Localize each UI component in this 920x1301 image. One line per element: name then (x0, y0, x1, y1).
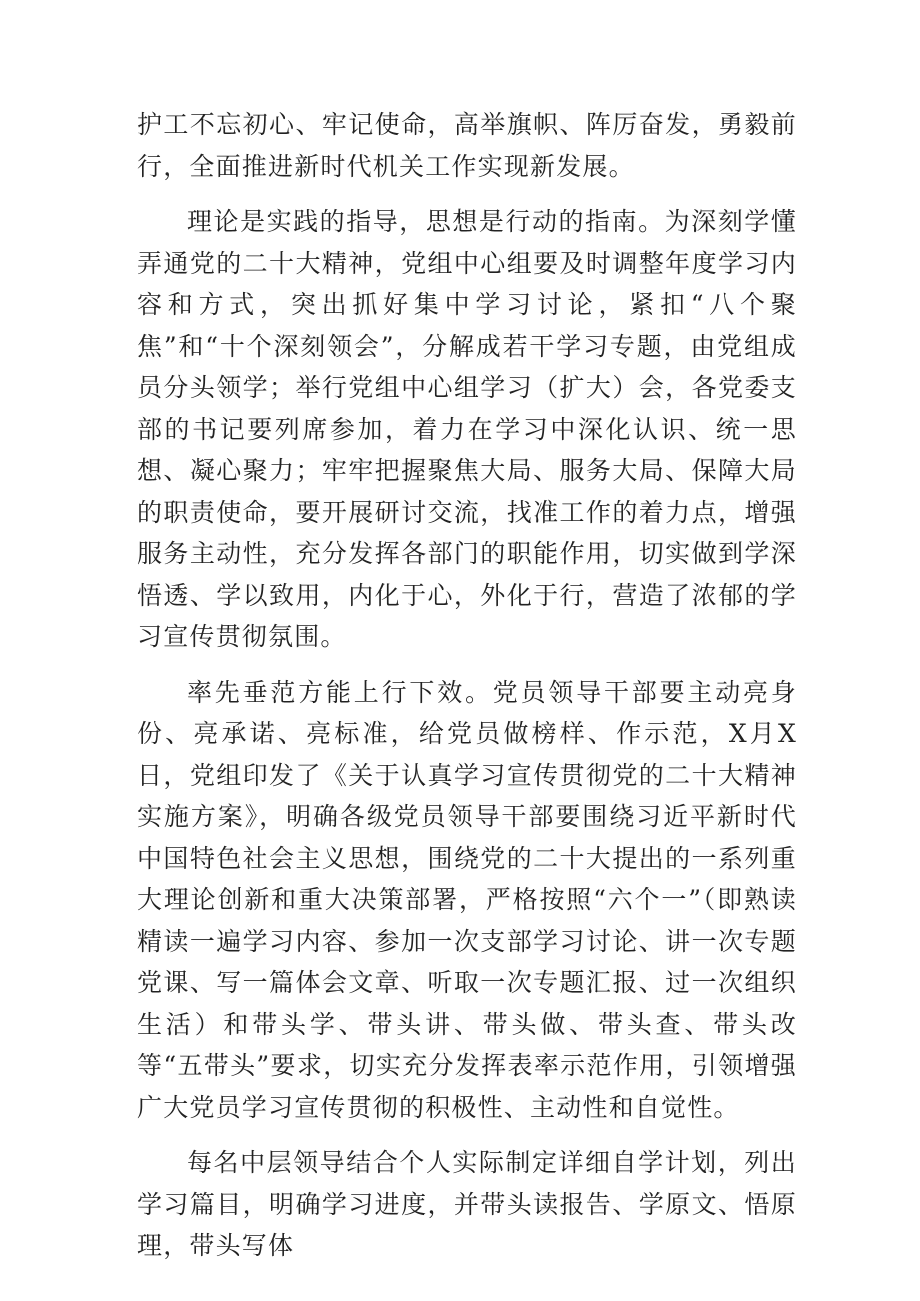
document-body (137, 104, 797, 1281)
paragraph-study-plan: 每名中层领导结合个人实际制定详细自学计划，列出学习篇目，明确学习进度，并带头读报告、学原文、悟原理，带头写体 (137, 1148, 797, 1260)
paragraph-continued: 护工不忘初心、牢记使命，高举旗帜、阵厉奋发，勇毅前行，全面推进新时代机关工作实现新发展。 (137, 110, 797, 181)
paragraph-theory-guidance: 理论是实践的指导，思想是行动的指南。为深刻学懂弄通党的二十大精神，党组中心组要及时调整年度学习内容和方式，突出抓好集中学习讨论，紧扣“八个聚焦”和“十个深刻领会”，分解成若干学习专题，由党组成员分头领学；举行党组中心组学习（扩大）会，各党委支部的书记要列席参加，着力在学习中深化认识、统一思想、凝心聚力；牢牢把握聚焦大局、服务大局、保障大局的职责使命，要开展研讨交流，找准工作的着力点，增强服务主动性，充分发挥各部门的职能作用，切实做到学深悟透、学以致用，内化于心，外化于行，营造了浓郁的学习宣传贯彻氛围。 (137, 207, 797, 651)
paragraph-leading-example: 率先垂范方能上行下效。党员领导干部要主动亮身份、亮承诺、亮标准，给党员做榜样、作示范，X月X日，党组印发了《关于认真学习宣传贯彻党的二十大精神实施方案》，明确各级党员领导干部要围绕习近平新时代中国特色社会主义思想，围绕党的二十大提出的一系列重大理论创新和重大决策部署，严格按照“六个一”（即熟读精读一遍学习内容、参加一次支部学习讨论、讲一次专题党课、写一篇体会文章、听取一次专题汇报、过一次组织生活）和带头学、带头讲、带头做、带头查、带头改等“五带头”要求，切实充分发挥表率示范作用，引领增强广大党员学习宣传贯彻的积极性、主动性和自觉性。 (137, 677, 797, 1122)
